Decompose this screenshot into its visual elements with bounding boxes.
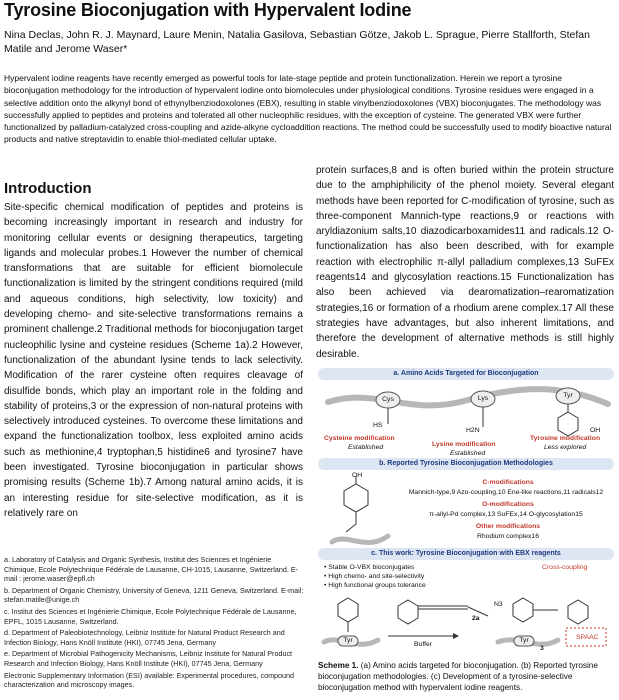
reagent-2a: 2a <box>472 615 480 622</box>
c-mod-text: Mannich-type,9 Azo-coupling,10 Ene-like reactions,11 radicals12 <box>408 489 604 496</box>
authors <box>4 28 612 56</box>
buffer-label: Buffer <box>414 641 433 648</box>
bullet-2-text: High chemo- and site-selectivity <box>328 573 425 580</box>
cys-mod-label: Cysteine modification <box>324 435 395 442</box>
authors-line-2: Matile and Jerome Waser* <box>4 43 128 55</box>
scheme-1-figure <box>318 368 614 658</box>
band-b: b. Reported Tyrosine Bioconjugation Methodologies <box>318 458 614 470</box>
ebx-reaction-scheme <box>318 590 614 658</box>
hs-label: HS <box>373 422 383 429</box>
tyr-less-explored: Less explored <box>544 444 587 451</box>
intro-heading: Introduction <box>4 180 92 197</box>
lys-mod-label: Lysine modification <box>432 441 496 448</box>
footnote-b: b. Department of Organic Chemistry, University of Geneva, 1211 Geneva, Switzerland. E-mail: stefan.matile@unige.ch <box>4 585 304 605</box>
o-mod-heading: O-modifications <box>482 501 534 508</box>
footnotes <box>4 555 304 692</box>
tyr-label-a: Tyr <box>563 392 573 399</box>
cys-label: Cys <box>382 396 394 403</box>
paper-title: Tyrosine Bioconjugation with Hypervalent Iodine <box>4 0 412 20</box>
spaac-label: SPAAC <box>576 634 599 641</box>
footnote-c: c. Institut des Sciences et Ingénierie Chimique, Ecole Polytechnique Fédérale de Lausanne, EPFL, 1015 Lausanne, Switzerland. <box>4 606 297 626</box>
oh-label-b: OH <box>352 472 363 479</box>
intro-right-column: protein surfaces,8 and is often buried within the protein structure due to the amphiphilicity of the phenol moiety. Several elegant methods have been reported for C-modification of tyrosine, such as three-component Mannich-type reactions,9 or reactions with aryldiazonium salts,10 diazodicarboxamides11 and radicals.12 O-functionalization has also been described, with for example reaction with electrophilic π-allyl palladium complexes,13 SuFEx reagents14 and glycosylation reactions.15 Functionalization has also been achieved via dearomatization–rearomatization strategies,16 or formation of a rhodium arene complex.17 All these strategies have advantages, but also inherent limitations, and therefore the development of alternative methods is still highly desirable. <box>316 165 614 360</box>
lys-label: Lys <box>477 395 489 402</box>
other-mod-text: Rhodium complex16 <box>477 533 539 540</box>
footnote-a: a. Laboratory of Catalysis and Organic Synthesis, Institut des Sciences et Ingénierie Chimique, Ecole Polytechnique Fédérale de Lausanne, CH-1015, Lausanne, Switzerland. E-mail : jerome.waser@epfl.ch <box>4 555 299 584</box>
footnote-d: d. Department of Paleobiotechnology, Leibniz Institute for Natural Product Research and Infection Biology, Hans Knöll Institute (HKI), 07745 Jena, Germany <box>4 628 285 647</box>
intro-left-column: Site-specific chemical modification of peptides and proteins is becoming increasingly important in research and industry for monitoring cellular events or designing therapeutics, targeting ligands and molecular probes.1 However the number of chemical transformations that are suitable for efficient biomolecule functionalization is limited by the stringent conditions required (mild and aqueous conditions, high selectivity, low toxicity) and developing chemo- and site-selective transformations remains a prominent challenge.2 Traditional methods for bioconjugation target nucleophilic lysine and cysteine residues (Scheme 1a).2 However, functionalization of the abundant lysine tends to lack selectivity. Modification of the rarer cysteine often requires cleavage of disulfide bonds, which play an important role in the folding and stability of proteins,3 or the expression of non-natural proteins with selectively introduced cysteines. To overcome these limitations and expand the functionalization toolbox, less exploited amino acids such as methionine,4 tryptophan,5 histidine6 and tyrosine7 have been investigated. Tyrosine bioconjugation in particular shows promising results (Scheme 1b).7 Among natural amino acids, it is an interesting residue for site-selective modification, as it is relatively rare on <box>4 202 303 519</box>
other-mod-heading: Other modifications <box>475 523 541 530</box>
tyrosine-structure-b <box>326 472 396 558</box>
tyr-label-c1: Tyr <box>343 637 353 644</box>
product-3: 3 <box>540 645 544 652</box>
caption-text: (a) Amino acids targeted for bioconjugation. (b) Reported tyrosine bioconjugation methodologies. (c) Development of a tyrosine-selective bioconjugation method with hypervalent iodine reagents. <box>318 661 598 692</box>
lys-established: Established <box>450 450 486 457</box>
bullet-1-text: Stable O-VBX bioconjugates <box>328 564 415 571</box>
band-c: c. This work: Tyrosine Bioconjugation with EBX reagents <box>318 548 614 560</box>
footnote-e: e. Department of Microbial Pathogenicity Mechanisms, Leibniz Institute for Natural Product Research and Infection Biology, Hans Knöll Institute (HKI), 07745 Jena, Germany <box>4 649 293 668</box>
footnote-esi: Electronic Supplementary Information (ESI) available: Experimental procedures, compound characterization and microscopy images. <box>4 670 295 690</box>
abstract: Hypervalent iodine reagents have recently emerged as powerful tools for late-stage peptide and protein functionalization. Herein we report a tyrosine bioconjugation methodology for the introduction of hypervalent iodine onto biomolecules under physiological conditions. Tyrosine residues were engaged in a selective addition onto the alkynyl bond of ethynylbenziodoxolones (EBX), resulting in stable vinylbenziodoxolones (VBX) bioconjugates. The methodology was successfully applied to peptides and proteins and tolerated all other nucleophilic residues, with the exception of cysteine. The generated VBX were further functionalized by palladium-catalyzed cross-coupling and azide-alkyne cycloaddition reactions. The method could be successfully used to modify bioactive natural products and native streptavidin to enable thiol-mediated cellular uptake. <box>4 73 612 145</box>
band-a: a. Amino Acids Targeted for Bioconjugation <box>318 368 614 380</box>
cross-coupling-label: Cross-coupling <box>542 564 588 571</box>
bullet-3-text: High functional groups tolerance <box>328 582 426 589</box>
scheme-caption <box>318 660 614 693</box>
bullet-1: • Stable O-VBX bioconjugates <box>324 564 415 571</box>
tyr-label-c2: Tyr <box>519 637 529 644</box>
bullet-3: • High functional groups tolerance <box>324 582 426 589</box>
caption-label: Scheme 1. <box>318 661 359 670</box>
tyr-mod-label: Tyrosine modification <box>530 435 601 442</box>
o-mod-text: π-allyl-Pd complex,13 SuFEx,14 O-glycosylation15 <box>429 511 583 518</box>
h2n-label: H2N <box>466 427 480 434</box>
n3-label: N3 <box>494 601 503 608</box>
authors-line-1: Nina Declas, John R. J. Maynard, Laure Menin, Natalia Gasilova, Sebastian Götze, Jakob L. Sprague, Pierre Stallforth, Stefan <box>4 29 590 41</box>
c-mod-heading: C-modifications <box>482 479 534 486</box>
cys-established: Established <box>348 444 384 451</box>
oh-label-a: OH <box>590 427 601 434</box>
bullet-2: • High chemo- and site-selectivity <box>324 573 425 580</box>
